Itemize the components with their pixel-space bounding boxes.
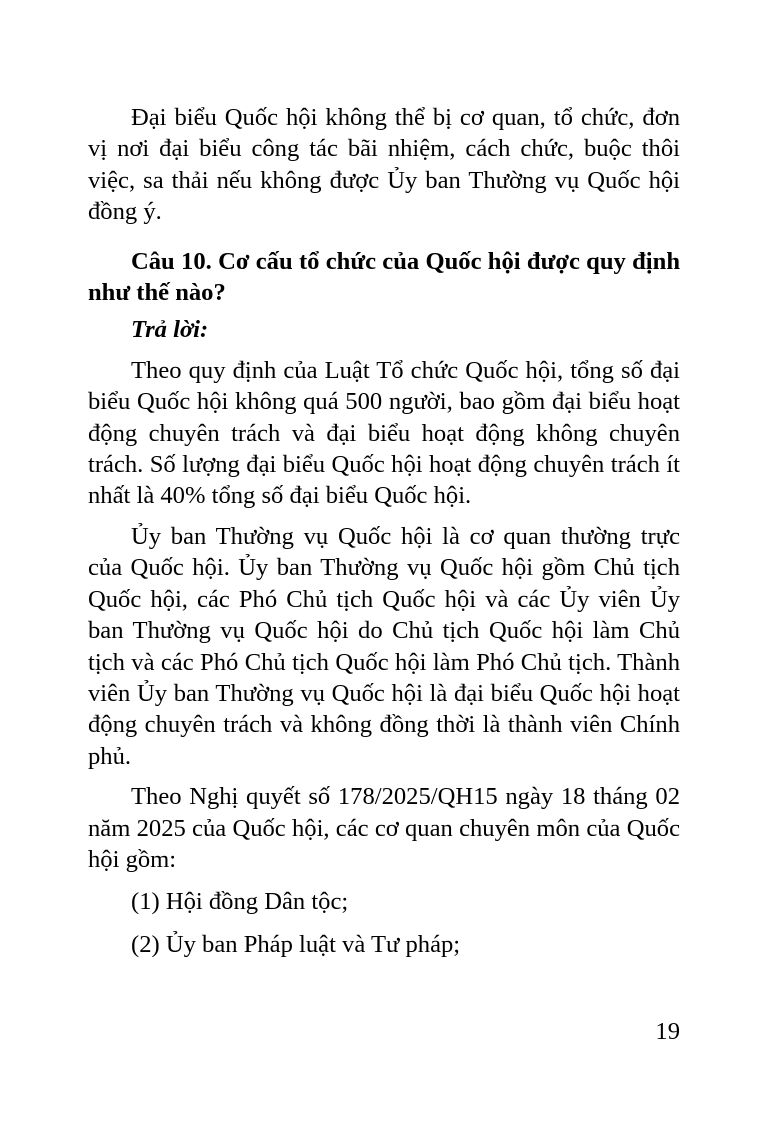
paragraph-resolution: Theo Nghị quyết số 178/2025/QH15 ngày 18 tháng 02 năm 2025 của Quốc hội, các cơ quan chuyên môn của Quốc hội gồm:: [88, 783, 680, 873]
question-heading: Câu 10. Cơ cấu tổ chức của Quốc hội được quy định như thế nào?: [88, 247, 680, 307]
answer-label: Trả lời:: [131, 316, 209, 344]
page-number: 19: [655, 1018, 680, 1045]
paragraph-standing-committee: Ủy ban Thường vụ Quốc hội là cơ quan thường trực của Quốc hội. Ủy ban Thường vụ Quốc hội gồm Chủ tịch Quốc hội, các Phó Chủ tịch Quốc hội và các Ủy viên Ủy ban Thường vụ Quốc hội do Chủ tịch Quốc hội làm Chủ tịch và các Phó Chủ tịch Quốc hội làm Phó Chủ tịch. Thành viên Ủy ban Thường vụ Quốc hội là đại biểu Quốc hội hoạt động chuyên trách và không đồng thời là thành viên Chính phủ.: [88, 522, 680, 770]
paragraph-deputy-dismissal: Đại biểu Quốc hội không thể bị cơ quan, tổ chức, đơn vị nơi đại biểu công tác bãi nhiệm, cách chức, buộc thôi việc, sa thải nếu không được Ủy ban Thường vụ Quốc hội đồng ý.: [88, 104, 680, 226]
list-item: (2) Ủy ban Pháp luật và Tư pháp;: [131, 930, 461, 958]
list-item: (1) Hội đồng Dân tộc;: [131, 888, 349, 916]
page-body: [88, 102, 680, 960]
paragraph-deputy-count: Theo quy định của Luật Tổ chức Quốc hội, tổng số đại biểu Quốc hội không quá 500 người, bao gồm đại biểu hoạt động chuyên trách và đại biểu hoạt động không chuyên trách. Số lượng đại biểu Quốc hội hoạt động chuyên trách ít nhất là 40% tổng số đại biểu Quốc hội.: [88, 356, 680, 510]
